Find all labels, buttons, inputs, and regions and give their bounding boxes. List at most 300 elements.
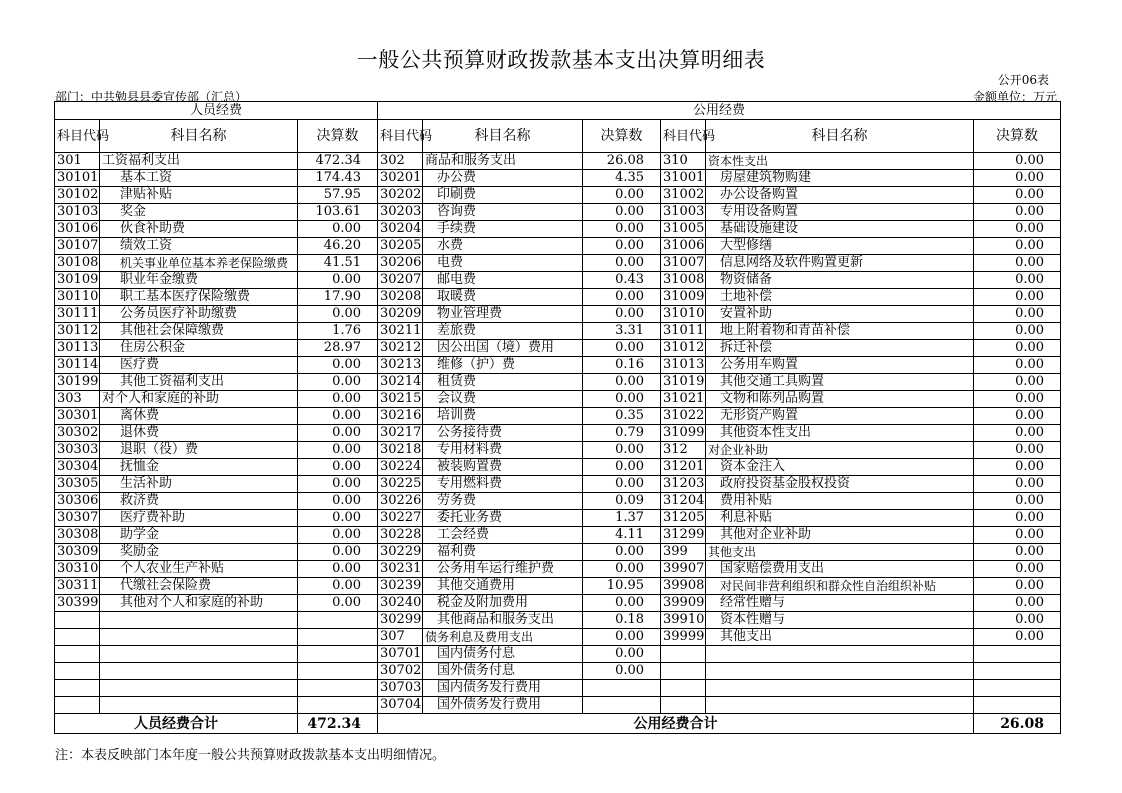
subject-code: 312 xyxy=(661,442,706,459)
subject-name: 商品和服务支出 xyxy=(423,153,583,170)
subject-code: 30399 xyxy=(55,595,100,612)
amount: 0.00 xyxy=(298,357,378,374)
subject-code: 30306 xyxy=(55,493,100,510)
subject-code xyxy=(55,697,100,714)
amount: 0.00 xyxy=(583,340,661,357)
subject-name xyxy=(100,612,298,629)
amount: 0.00 xyxy=(298,578,378,595)
subject-name: 国外债务发行费用 xyxy=(423,697,583,714)
amount xyxy=(583,680,661,697)
amount xyxy=(298,612,378,629)
amount: 0.00 xyxy=(974,459,1061,476)
header-amount: 决算数 xyxy=(974,120,1061,153)
subject-code: 39908 xyxy=(661,578,706,595)
personnel-total-value: 472.34 xyxy=(298,714,378,734)
subject-name: 退职（役）费 xyxy=(100,442,298,459)
amount: 0.00 xyxy=(974,544,1061,561)
table-row xyxy=(55,629,1061,646)
subject-code: 31299 xyxy=(661,527,706,544)
subject-code: 30201 xyxy=(378,170,423,187)
subject-name: 专用材料费 xyxy=(423,442,583,459)
amount: 0.79 xyxy=(583,425,661,442)
amount: 0.00 xyxy=(298,510,378,527)
table-row xyxy=(55,425,1061,442)
table-row xyxy=(55,340,1061,357)
subject-name: 其他支出 xyxy=(706,629,974,646)
amount: 0.00 xyxy=(583,187,661,204)
table-row xyxy=(55,476,1061,493)
subject-code: 307 xyxy=(378,629,423,646)
subject-name: 对个人和家庭的补助 xyxy=(100,391,298,408)
subject-name: 公务员医疗补助缴费 xyxy=(100,306,298,323)
table-row xyxy=(55,680,1061,697)
amount: 0.00 xyxy=(298,374,378,391)
table-row xyxy=(55,697,1061,714)
subject-code: 30107 xyxy=(55,238,100,255)
amount: 0.00 xyxy=(583,238,661,255)
subject-name: 基础设施建设 xyxy=(706,221,974,238)
amount: 0.00 xyxy=(298,391,378,408)
subject-code: 30108 xyxy=(55,255,100,272)
subject-code: 31007 xyxy=(661,255,706,272)
subject-code: 30109 xyxy=(55,272,100,289)
amount xyxy=(298,697,378,714)
amount: 103.61 xyxy=(298,204,378,221)
amount: 0.00 xyxy=(583,289,661,306)
table-row xyxy=(55,153,1061,170)
subject-code: 30212 xyxy=(378,340,423,357)
subject-code: 31204 xyxy=(661,493,706,510)
subject-name: 国家赔偿费用支出 xyxy=(706,561,974,578)
subject-code: 30113 xyxy=(55,340,100,357)
section-personnel: 人员经费 xyxy=(55,102,378,120)
amount: 0.00 xyxy=(583,204,661,221)
subject-name xyxy=(100,697,298,714)
subject-name xyxy=(100,663,298,680)
amount: 0.00 xyxy=(583,255,661,272)
amount: 4.11 xyxy=(583,527,661,544)
amount: 0.00 xyxy=(974,476,1061,493)
subject-name: 房屋建筑物购建 xyxy=(706,170,974,187)
subject-name: 水费 xyxy=(423,238,583,255)
table-row xyxy=(55,170,1061,187)
subject-code xyxy=(55,646,100,663)
section-public: 公用经费 xyxy=(378,102,1061,120)
subject-name: 医疗费补助 xyxy=(100,510,298,527)
subject-code: 302 xyxy=(378,153,423,170)
subject-name: 津贴补贴 xyxy=(100,187,298,204)
subject-name: 其他对企业补助 xyxy=(706,527,974,544)
amount: 0.43 xyxy=(583,272,661,289)
header-code: 科目代码 xyxy=(661,120,706,153)
subject-name: 绩效工资 xyxy=(100,238,298,255)
amount: 0.00 xyxy=(974,391,1061,408)
subject-code: 30310 xyxy=(55,561,100,578)
table-row xyxy=(55,357,1061,374)
subject-code: 31201 xyxy=(661,459,706,476)
subject-name: 差旅费 xyxy=(423,323,583,340)
subject-code: 30202 xyxy=(378,187,423,204)
subject-code xyxy=(55,680,100,697)
subject-name: 救济费 xyxy=(100,493,298,510)
table-row xyxy=(55,493,1061,510)
subject-code: 31203 xyxy=(661,476,706,493)
subject-name: 基本工资 xyxy=(100,170,298,187)
subject-code: 31011 xyxy=(661,323,706,340)
amount: 0.00 xyxy=(974,561,1061,578)
table-row xyxy=(55,663,1061,680)
subject-name: 税金及附加费用 xyxy=(423,595,583,612)
subject-name: 福利费 xyxy=(423,544,583,561)
subject-name: 利息补贴 xyxy=(706,510,974,527)
subject-code xyxy=(661,680,706,697)
amount: 0.00 xyxy=(974,629,1061,646)
amount: 0.00 xyxy=(974,374,1061,391)
subject-code xyxy=(661,646,706,663)
personnel-total-label: 人员经费合计 xyxy=(55,714,298,734)
table-row xyxy=(55,408,1061,425)
amount: 0.00 xyxy=(298,476,378,493)
amount: 0.00 xyxy=(974,612,1061,629)
subject-name xyxy=(706,680,974,697)
subject-code: 30227 xyxy=(378,510,423,527)
amount: 0.00 xyxy=(974,306,1061,323)
subject-name: 资本性赠与 xyxy=(706,612,974,629)
subject-name: 委托业务费 xyxy=(423,510,583,527)
subject-name: 物业管理费 xyxy=(423,306,583,323)
subject-code: 30208 xyxy=(378,289,423,306)
subject-name: 其他商品和服务支出 xyxy=(423,612,583,629)
subject-name: 公务用车运行维护费 xyxy=(423,561,583,578)
amount: 10.95 xyxy=(583,578,661,595)
amount: 1.37 xyxy=(583,510,661,527)
subject-code: 30239 xyxy=(378,578,423,595)
totals-row xyxy=(55,714,1061,734)
amount: 0.00 xyxy=(974,442,1061,459)
table-row xyxy=(55,272,1061,289)
subject-name: 国外债务付息 xyxy=(423,663,583,680)
subject-code: 30199 xyxy=(55,374,100,391)
subject-name: 抚恤金 xyxy=(100,459,298,476)
amount: 0.00 xyxy=(298,272,378,289)
table-row xyxy=(55,527,1061,544)
amount: 0.00 xyxy=(974,527,1061,544)
subject-name xyxy=(100,680,298,697)
amount: 0.00 xyxy=(583,629,661,646)
subject-name: 印刷费 xyxy=(423,187,583,204)
table-row xyxy=(55,204,1061,221)
amount: 0.00 xyxy=(298,221,378,238)
table-row xyxy=(55,561,1061,578)
subject-code: 31013 xyxy=(661,357,706,374)
subject-name: 伙食补助费 xyxy=(100,221,298,238)
subject-name: 债务利息及费用支出 xyxy=(423,629,583,646)
subject-name: 对企业补助 xyxy=(706,442,974,459)
subject-code: 31002 xyxy=(661,187,706,204)
subject-name: 因公出国（境）费用 xyxy=(423,340,583,357)
subject-name: 退休费 xyxy=(100,425,298,442)
amount xyxy=(298,680,378,697)
subject-name: 专用燃料费 xyxy=(423,476,583,493)
subject-name: 培训费 xyxy=(423,408,583,425)
subject-code: 30114 xyxy=(55,357,100,374)
subject-code: 30240 xyxy=(378,595,423,612)
form-number: 公开06表 xyxy=(997,73,1049,87)
header-amount: 决算数 xyxy=(583,120,661,153)
subject-name: 工资福利支出 xyxy=(100,153,298,170)
subject-code: 31205 xyxy=(661,510,706,527)
subject-name: 被装购置费 xyxy=(423,459,583,476)
subject-code: 31003 xyxy=(661,204,706,221)
amount: 0.00 xyxy=(974,289,1061,306)
amount: 0.00 xyxy=(298,459,378,476)
subject-code: 30110 xyxy=(55,289,100,306)
subject-code: 30303 xyxy=(55,442,100,459)
amount: 0.00 xyxy=(583,374,661,391)
header-amount: 决算数 xyxy=(298,120,378,153)
table-row xyxy=(55,510,1061,527)
subject-name xyxy=(100,629,298,646)
subject-code: 31019 xyxy=(661,374,706,391)
subject-code: 30112 xyxy=(55,323,100,340)
subject-name: 奖金 xyxy=(100,204,298,221)
subject-code: 301 xyxy=(55,153,100,170)
department-label: 部门：中共勉县县委宣传部（汇总） xyxy=(55,90,248,104)
subject-code: 30701 xyxy=(378,646,423,663)
subject-code: 30209 xyxy=(378,306,423,323)
subject-code: 39909 xyxy=(661,595,706,612)
subject-code: 31021 xyxy=(661,391,706,408)
amount xyxy=(298,663,378,680)
amount: 0.00 xyxy=(298,595,378,612)
amount: 0.00 xyxy=(974,595,1061,612)
subject-code: 30216 xyxy=(378,408,423,425)
subject-name: 代缴社会保险费 xyxy=(100,578,298,595)
subject-name xyxy=(706,646,974,663)
table-row xyxy=(55,612,1061,629)
amount xyxy=(298,646,378,663)
subject-code: 30224 xyxy=(378,459,423,476)
public-total-label: 公用经费合计 xyxy=(378,714,974,734)
subject-name: 邮电费 xyxy=(423,272,583,289)
subject-code: 30103 xyxy=(55,204,100,221)
table-row xyxy=(55,595,1061,612)
subject-name: 办公设备购置 xyxy=(706,187,974,204)
amount: 0.00 xyxy=(583,391,661,408)
subject-name: 土地补偿 xyxy=(706,289,974,306)
subject-code xyxy=(55,663,100,680)
table-row xyxy=(55,442,1061,459)
unit-label: 金额单位：万元 xyxy=(972,90,1057,104)
subject-name: 国内债务付息 xyxy=(423,646,583,663)
table-row xyxy=(55,238,1061,255)
subject-name: 个人农业生产补贴 xyxy=(100,561,298,578)
subject-code: 30218 xyxy=(378,442,423,459)
amount: 0.00 xyxy=(583,476,661,493)
amount: 174.43 xyxy=(298,170,378,187)
amount: 17.90 xyxy=(298,289,378,306)
subject-code: 399 xyxy=(661,544,706,561)
amount: 0.00 xyxy=(974,493,1061,510)
subject-name: 取暖费 xyxy=(423,289,583,306)
subject-code xyxy=(661,663,706,680)
subject-name: 机关事业单位基本养老保险缴费 xyxy=(100,255,298,272)
page-title: 一般公共预算财政拨款基本支出决算明细表 xyxy=(356,48,766,72)
amount: 0.00 xyxy=(298,442,378,459)
subject-name: 其他工资福利支出 xyxy=(100,374,298,391)
subject-code: 310 xyxy=(661,153,706,170)
subject-name: 生活补助 xyxy=(100,476,298,493)
subject-code: 31010 xyxy=(661,306,706,323)
amount xyxy=(974,663,1061,680)
amount: 0.00 xyxy=(974,340,1061,357)
subject-code: 30302 xyxy=(55,425,100,442)
subject-code: 30205 xyxy=(378,238,423,255)
subject-name: 咨询费 xyxy=(423,204,583,221)
subject-name: 国内债务发行费用 xyxy=(423,680,583,697)
amount: 0.00 xyxy=(298,561,378,578)
header-name: 科目名称 xyxy=(100,120,298,153)
subject-code: 30305 xyxy=(55,476,100,493)
table-row xyxy=(55,306,1061,323)
subject-name: 文物和陈列品购置 xyxy=(706,391,974,408)
table-row xyxy=(55,374,1061,391)
table-row xyxy=(55,187,1061,204)
subject-code xyxy=(55,629,100,646)
amount: 472.34 xyxy=(298,153,378,170)
amount: 57.95 xyxy=(298,187,378,204)
subject-name: 职工基本医疗保险缴费 xyxy=(100,289,298,306)
footnote: 注：本表反映部门本年度一般公共预算财政拨款基本支出明细情况。 xyxy=(55,748,446,763)
amount: 28.97 xyxy=(298,340,378,357)
subject-code: 31001 xyxy=(661,170,706,187)
amount: 0.00 xyxy=(974,357,1061,374)
subject-code: 30213 xyxy=(378,357,423,374)
subject-name: 其他交通费用 xyxy=(423,578,583,595)
amount: 1.76 xyxy=(298,323,378,340)
subject-code: 31005 xyxy=(661,221,706,238)
subject-code: 30214 xyxy=(378,374,423,391)
subject-name: 拆迁补偿 xyxy=(706,340,974,357)
subject-code: 30226 xyxy=(378,493,423,510)
subject-name: 电费 xyxy=(423,255,583,272)
subject-code: 30228 xyxy=(378,527,423,544)
subject-name: 离休费 xyxy=(100,408,298,425)
subject-code: 31009 xyxy=(661,289,706,306)
amount: 0.00 xyxy=(298,425,378,442)
amount: 0.00 xyxy=(974,255,1061,272)
subject-name: 会议费 xyxy=(423,391,583,408)
amount: 0.00 xyxy=(974,408,1061,425)
amount: 0.00 xyxy=(974,510,1061,527)
subject-name: 工会经费 xyxy=(423,527,583,544)
amount: 0.18 xyxy=(583,612,661,629)
subject-name: 其他支出 xyxy=(706,544,974,561)
amount: 0.00 xyxy=(298,306,378,323)
subject-code: 30206 xyxy=(378,255,423,272)
amount: 26.08 xyxy=(583,153,661,170)
amount: 0.00 xyxy=(974,204,1061,221)
subject-code: 31006 xyxy=(661,238,706,255)
amount: 0.00 xyxy=(298,493,378,510)
subject-name: 办公费 xyxy=(423,170,583,187)
subject-name: 物资储备 xyxy=(706,272,974,289)
subject-code xyxy=(661,697,706,714)
amount: 0.00 xyxy=(974,170,1061,187)
subject-name: 奖励金 xyxy=(100,544,298,561)
table-row xyxy=(55,578,1061,595)
subject-code: 30703 xyxy=(378,680,423,697)
amount: 0.00 xyxy=(298,544,378,561)
amount: 0.00 xyxy=(583,459,661,476)
subject-code: 30217 xyxy=(378,425,423,442)
subject-code: 31012 xyxy=(661,340,706,357)
amount: 0.00 xyxy=(974,221,1061,238)
subject-code: 30111 xyxy=(55,306,100,323)
subject-code: 31099 xyxy=(661,425,706,442)
subject-code xyxy=(55,612,100,629)
subject-name xyxy=(100,646,298,663)
header-code: 科目代码 xyxy=(378,120,423,153)
table-row xyxy=(55,646,1061,663)
subject-name: 资本性支出 xyxy=(706,153,974,170)
subject-name: 无形资产购置 xyxy=(706,408,974,425)
subject-code: 39910 xyxy=(661,612,706,629)
amount xyxy=(583,697,661,714)
amount: 0.00 xyxy=(583,595,661,612)
subject-code: 30207 xyxy=(378,272,423,289)
subject-name: 信息网络及软件购置更新 xyxy=(706,255,974,272)
subject-code: 30101 xyxy=(55,170,100,187)
amount xyxy=(974,697,1061,714)
table-row xyxy=(55,391,1061,408)
amount: 0.00 xyxy=(583,561,661,578)
table-row xyxy=(55,255,1061,272)
table-row xyxy=(55,289,1061,306)
amount: 0.00 xyxy=(974,323,1061,340)
table-row xyxy=(55,544,1061,561)
subject-name: 手续费 xyxy=(423,221,583,238)
subject-code: 30309 xyxy=(55,544,100,561)
header-name: 科目名称 xyxy=(423,120,583,153)
amount: 0.00 xyxy=(974,153,1061,170)
subject-name: 医疗费 xyxy=(100,357,298,374)
amount: 0.00 xyxy=(583,442,661,459)
subject-code: 30299 xyxy=(378,612,423,629)
amount: 0.35 xyxy=(583,408,661,425)
subject-code: 30704 xyxy=(378,697,423,714)
amount: 0.16 xyxy=(583,357,661,374)
subject-code: 30231 xyxy=(378,561,423,578)
subject-name: 职业年金缴费 xyxy=(100,272,298,289)
subject-code: 30102 xyxy=(55,187,100,204)
subject-name: 政府投资基金股权投资 xyxy=(706,476,974,493)
amount: 0.00 xyxy=(298,408,378,425)
subject-code: 30307 xyxy=(55,510,100,527)
amount: 0.00 xyxy=(583,544,661,561)
subject-name: 维修（护）费 xyxy=(423,357,583,374)
subject-name: 地上附着物和青苗补偿 xyxy=(706,323,974,340)
subject-code: 30304 xyxy=(55,459,100,476)
subject-name: 其他社会保障缴费 xyxy=(100,323,298,340)
amount: 0.00 xyxy=(974,238,1061,255)
amount: 0.00 xyxy=(583,306,661,323)
subject-code: 30301 xyxy=(55,408,100,425)
subject-name: 经常性赠与 xyxy=(706,595,974,612)
subject-name: 其他交通工具购置 xyxy=(706,374,974,391)
amount: 0.00 xyxy=(974,425,1061,442)
subject-code: 39907 xyxy=(661,561,706,578)
